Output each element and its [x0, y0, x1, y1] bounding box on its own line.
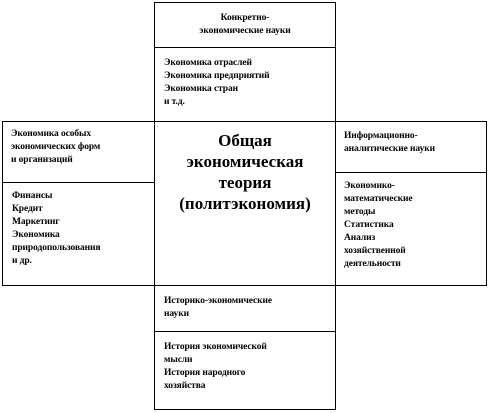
left-heading-line-3: и организаций: [11, 155, 73, 165]
left-heading-line-1: Экономика особых: [11, 129, 92, 139]
bottom-box-divider: [155, 331, 335, 332]
top-box-concrete-economic-sciences: [154, 2, 336, 122]
left-box-heading: [11, 128, 150, 167]
right-box-divider: [336, 172, 486, 173]
right-box-information-analytical-sciences: [335, 121, 487, 286]
top-heading-line-2: экономические науки: [199, 26, 291, 36]
bottom-heading-line-2: науки: [164, 309, 189, 319]
list-item: Анализ: [344, 233, 376, 243]
top-heading-line-1: Конкретно-: [220, 13, 270, 23]
list-item: хозяйственной: [344, 246, 406, 256]
list-item: математические: [344, 194, 413, 204]
center-line-4: (политэкономия): [179, 194, 311, 213]
top-box-heading: [155, 12, 335, 38]
list-item: История народного: [164, 368, 246, 378]
center-general-economic-theory: [155, 122, 335, 286]
right-box-list: [344, 180, 413, 271]
bottom-box-historical-economic-sciences: [154, 285, 336, 410]
list-item: Экономика предприятий: [164, 71, 270, 81]
list-item: Маркетинг: [12, 217, 60, 227]
list-item: деятельности: [344, 259, 401, 269]
list-item: природопользования: [12, 243, 101, 253]
list-item: хозяйства: [164, 381, 206, 391]
list-item: мысли: [164, 355, 193, 365]
right-heading-line-1: Информационно-: [344, 131, 418, 141]
list-item: Экономика отраслей: [164, 58, 252, 68]
center-line-3: теория: [218, 173, 272, 192]
bottom-box-list: [164, 341, 267, 393]
list-item: Финансы: [12, 191, 53, 201]
list-item: Экономика стран: [164, 84, 238, 94]
right-box-heading: [344, 130, 482, 156]
right-heading-line-2: аналитические науки: [344, 144, 435, 154]
top-box-divider: [155, 47, 335, 48]
list-item: Статистика: [344, 220, 394, 230]
bottom-heading-line-1: Историко-экономические: [164, 296, 272, 306]
left-box-list: [12, 190, 100, 268]
center-title: [155, 130, 335, 214]
center-line-1: Общая: [218, 131, 272, 150]
list-item: методы: [344, 207, 376, 217]
left-box-divider: [3, 182, 154, 183]
list-item: Экономика: [12, 230, 60, 240]
list-item: и др.: [12, 256, 32, 266]
bottom-box-heading: [164, 295, 331, 321]
left-heading-line-2: экономических форм: [11, 142, 101, 152]
center-line-2: экономическая: [186, 152, 304, 171]
list-item: и т.д.: [164, 97, 185, 107]
list-item: Экономико-: [344, 181, 395, 191]
list-item: Кредит: [12, 204, 43, 214]
left-box-special-economic-forms: [2, 121, 155, 286]
top-box-list: [164, 57, 270, 109]
list-item: История экономической: [164, 342, 267, 352]
